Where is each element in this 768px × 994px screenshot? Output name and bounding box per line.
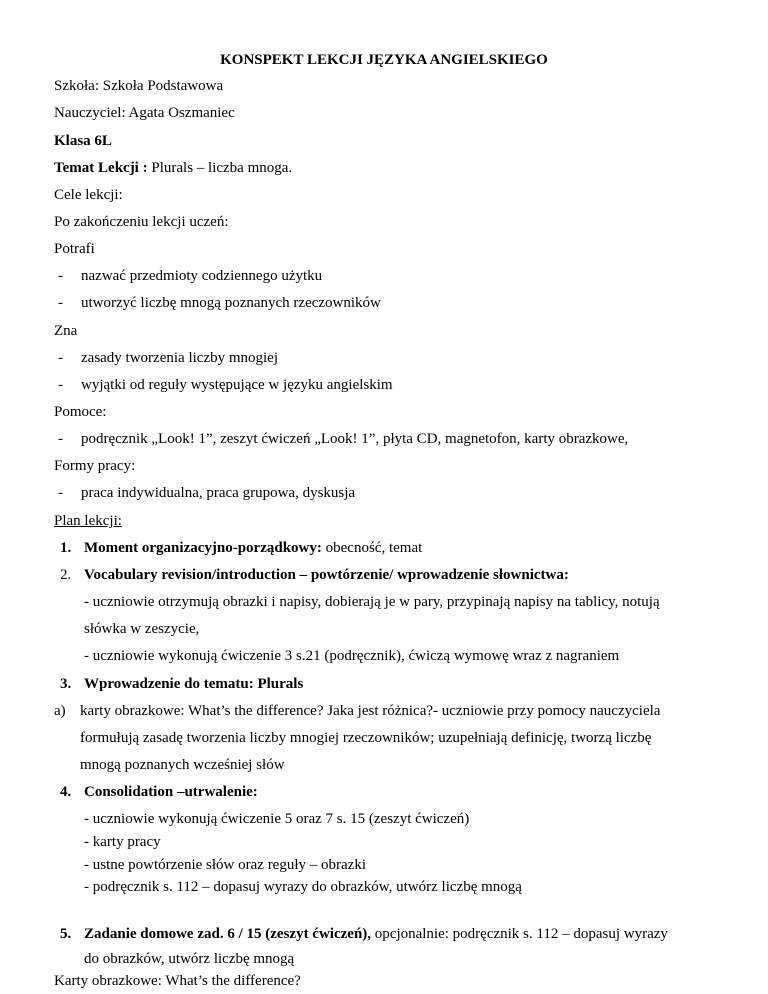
footer-line: Karty obrazkowe: What’s the difference? — [54, 973, 301, 989]
plan-number: 2. — [60, 567, 72, 583]
knows-label: Zna — [54, 323, 78, 339]
plan-number: 5. — [60, 926, 72, 942]
plan-subline: karty obrazkowe: What’s the difference? Jaka jest różnica?- uczniowie przy pomocy nauczyciela — [80, 703, 661, 719]
plan-number: 4. — [60, 784, 72, 800]
bullet-dash: - — [58, 377, 63, 393]
aids-label: Pomoce: — [54, 404, 107, 420]
after-lesson-line: Po zakończeniu lekcji uczeń: — [54, 214, 229, 230]
page-title: KONSPEKT LEKCJI JĘZYKA ANGIELSKIEGO — [220, 52, 548, 68]
plan-number: 3. — [60, 676, 72, 692]
knows-item: wyjątki od reguły występujące w języku angielskim — [81, 377, 393, 393]
plan-subline: mnogą poznanych wcześniej słów — [80, 757, 285, 773]
school-line: Szkoła: Szkoła Podstawowa — [54, 78, 224, 94]
plan-subline: - ustne powtórzenie słów oraz reguły – obrazki — [84, 857, 366, 873]
plan-label: Plan lekcji: — [54, 513, 122, 529]
aids-item: podręcznik „Look! 1”, zeszyt ćwiczeń „Look! 1”, płyta CD, magnetofon, karty obrazkowe, — [81, 431, 629, 447]
plan-number: 1. — [60, 540, 72, 556]
plan-subline: formułują zasadę tworzenia liczby mnogiej rzeczowników; uzupełniają definicję, tworzą liczbę — [80, 730, 652, 746]
topic-value: Plurals – liczba mnoga. — [147, 160, 293, 176]
plan-subline: - uczniowie otrzymują obrazki i napisy, dobierają je w pary, przypinają napisy na tablicy, notują — [84, 594, 660, 610]
knows-item: zasady tworzenia liczby mnogiej — [81, 350, 279, 366]
plan-item-heading: Vocabulary revision/introduction – powtórzenie/ wprowadzenie słownictwa: — [84, 567, 569, 583]
plan-subline: - podręcznik s. 112 – dopasuj wyrazy do obrazków, utwórz liczbę mnogą — [84, 879, 522, 895]
bullet-dash: - — [58, 268, 63, 284]
plan-item-heading: Moment organizacyjno-porządkowy: — [84, 540, 322, 556]
forms-item: praca indywidualna, praca grupowa, dyskusja — [81, 485, 356, 501]
teacher-line: Nauczyciel: Agata Oszmaniec — [54, 105, 235, 121]
goals-label: Cele lekcji: — [54, 187, 123, 203]
can-item: utworzyć liczbę mnogą poznanych rzeczowników — [81, 295, 381, 311]
plan-item-5 — [84, 925, 668, 943]
plan-subline: - karty pracy — [84, 834, 161, 850]
plan-letter: a) — [54, 703, 66, 719]
plan-item-text: opcjonalnie: podręcznik s. 112 – dopasuj wyrazy — [371, 926, 668, 942]
can-label: Potrafi — [54, 241, 95, 257]
forms-label: Formy pracy: — [54, 458, 136, 474]
bullet-dash: - — [58, 431, 63, 447]
class-line: Klasa 6L — [54, 133, 112, 149]
plan-item-1 — [84, 539, 422, 557]
bullet-dash: - — [58, 485, 63, 501]
topic-line — [54, 159, 292, 177]
bullet-dash: - — [58, 350, 63, 366]
bullet-dash: - — [58, 295, 63, 311]
plan-item-heading: Zadanie domowe zad. 6 / 15 (zeszyt ćwiczeń), — [84, 926, 372, 942]
plan-item-heading: Wprowadzenie do tematu: Plurals — [84, 676, 304, 692]
plan-item-text: obecność, temat — [321, 540, 423, 556]
topic-label: Temat Lekcji : — [54, 160, 148, 176]
plan-subline: - uczniowie wykonują ćwiczenie 3 s.21 (podręcznik), ćwiczą wymowę wraz z nagraniem — [84, 648, 620, 664]
plan-subline: do obrazków, utwórz liczbę mnogą — [84, 951, 295, 967]
plan-subline: - uczniowie wykonują ćwiczenie 5 oraz 7 s. 15 (zeszyt ćwiczeń) — [84, 811, 470, 827]
can-item: nazwać przedmioty codziennego użytku — [81, 268, 323, 284]
plan-subline: słówka w zeszycie, — [84, 621, 200, 637]
plan-item-heading: Consolidation –utrwalenie: — [84, 784, 258, 800]
